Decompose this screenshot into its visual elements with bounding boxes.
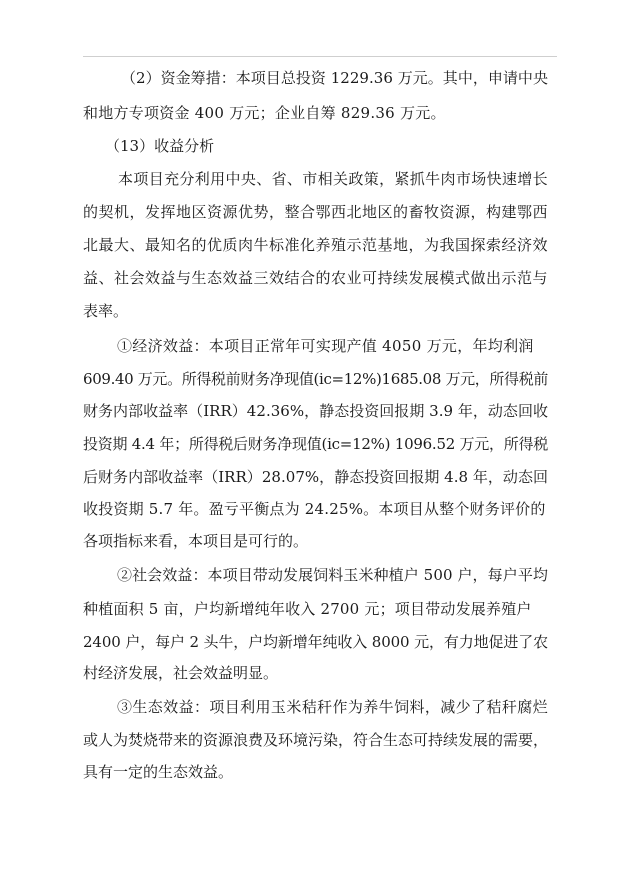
text-line: 2400 户，每户 2 头牛，户均新增年纯收入 8000 元，有力地促进了农 xyxy=(83,633,548,651)
section-heading: （13）收益分析 xyxy=(105,137,215,155)
text-line: 投资期 4.4 年；所得税后财务净现值(ic=12%) 1096.52 万元，所得税 xyxy=(83,435,548,453)
text-line: 或人为焚烧带来的资源浪费及环境污染，符合生态可持续发展的需要， xyxy=(83,731,548,749)
text-line: 村经济发展，社会效益明显。 xyxy=(83,664,279,682)
text-line: 的契机，发挥地区资源优势，整合鄂西北地区的畜牧资源，构建鄂西 xyxy=(83,203,548,221)
text-line: 后财务内部收益率（IRR）28.07%，静态投资回报期 4.8 年，动态回 xyxy=(83,468,548,486)
text-line: 本项目充分利用中央、省、市相关政策，紧抓牛肉市场快速增长 xyxy=(118,170,548,188)
text-line: ③生态效益：项目利用玉米秸秆作为养牛饲料，减少了秸秆腐烂 xyxy=(117,698,548,716)
text-line: 表率。 xyxy=(83,302,129,320)
text-line: 609.40 万元。所得税前财务净现值(ic=12%)1685.08 万元，所得税前 xyxy=(83,370,548,388)
text-line: 益、社会效益与生态效益三效结合的农业可持续发展模式做出示范与 xyxy=(83,269,548,287)
text-line: 收投资期 5.7 年。盈亏平衡点为 24.25%。本项目从整个财务评价的 xyxy=(83,500,546,518)
text-line: 和地方专项资金 400 万元；企业自筹 829.36 万元。 xyxy=(83,104,446,122)
text-line: 具有一定的生态效益。 xyxy=(83,763,234,781)
text-line: 种植面积 5 亩，户均新增纯年收入 2700 元；项目带动发展养殖户 xyxy=(83,600,532,618)
text-line: ①经济效益：本项目正常年可实现产值 4050 万元，年均利润 xyxy=(117,337,534,355)
text-line: 各项指标来看，本项目是可行的。 xyxy=(83,532,309,550)
text-line: 北最大、最知名的优质肉牛标准化养殖示范基地，为我国探索经济效 xyxy=(83,236,548,254)
header-divider xyxy=(83,56,557,57)
text-line: ②社会效益：本项目带动发展饲料玉米种植户 500 户，每户平均 xyxy=(117,566,548,584)
text-line: 财务内部收益率（IRR）42.36%，静态投资回报期 3.9 年，动态回收 xyxy=(83,402,548,420)
text-line: （2）资金筹措：本项目总投资 1229.36 万元。其中，申请中央 xyxy=(121,69,548,87)
